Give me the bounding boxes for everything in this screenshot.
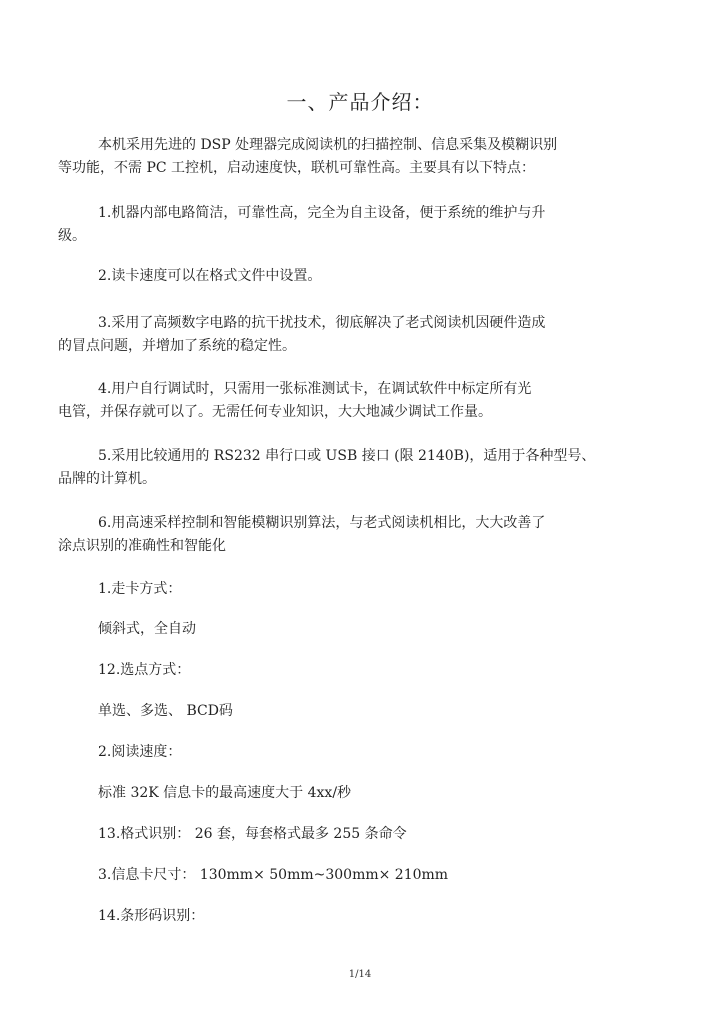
feature-2: [58, 265, 658, 288]
feature-5: [58, 445, 658, 491]
spec-item: 单选、多选、 BCD码: [98, 703, 233, 719]
intro-line-2: 等功能，不需 PC 工控机，启动速度快，联机可靠性高。主要具有以下特点：: [58, 160, 536, 176]
feature-2-line-1: 2.读卡速度可以在格式文件中设置。: [98, 268, 322, 284]
spec-item: 标准 32K 信息卡的最高速度大于 4xx/秒: [98, 785, 352, 801]
feature-3: [58, 312, 658, 358]
intro-line-1: 本机采用先进的 DSP 处理器完成阅读机的扫描控制、信息采集及模糊识别: [98, 137, 558, 153]
feature-4-line-1: 4.用户自行调试时，只需用一张标准测试卡，在调试软件中标定所有光: [98, 381, 532, 397]
feature-1-line-1: 1.机器内部电路简洁，可靠性高，完全为自主设备，便于系统的维护与升: [98, 205, 546, 221]
feature-3-line-2: 的冒点问题，并增加了系统的稳定性。: [58, 338, 296, 354]
feature-1: [58, 202, 658, 248]
page-number: 1/14: [348, 969, 372, 980]
feature-1-line-2: 级。: [58, 228, 86, 244]
spec-item: 12.选点方式：: [98, 662, 191, 678]
feature-3-line-1: 3.采用了高频数字电路的抗干扰技术，彻底解决了老式阅读机因硬件造成: [98, 315, 546, 331]
feature-6-line-2: 涂点识别的准确性和智能化: [58, 538, 226, 554]
spec-item: 倾斜式，全自动: [98, 621, 196, 637]
spec-item: 1.走卡方式：: [98, 581, 182, 597]
feature-5-line-1: 5.采用比较通用的 RS232 串行口或 USB 接口 (限 2140B)，适用于各种型号、: [98, 448, 596, 464]
spec-item: 14.条形码识别：: [98, 908, 205, 924]
feature-5-line-2: 品牌的计算机。: [58, 471, 156, 487]
spec-item: 2.阅读速度：: [98, 744, 182, 760]
feature-4: [58, 378, 658, 424]
intro-paragraph: [58, 134, 658, 180]
section-title: 一、产品介绍：: [286, 90, 434, 114]
feature-6-line-1: 6.用高速采样控制和智能模糊识别算法，与老式阅读机相比，大大改善了: [98, 515, 546, 531]
spec-item: 13.格式识别： 26 套，每套格式最多 255 条命令: [98, 826, 407, 842]
spec-item: 3.信息卡尺寸： 130mm× 50mm~300mm× 210mm: [98, 867, 449, 883]
feature-6: [58, 512, 658, 558]
feature-4-line-2: 电管，并保存就可以了。无需任何专业知识，大大地减少调试工作量。: [58, 404, 492, 420]
